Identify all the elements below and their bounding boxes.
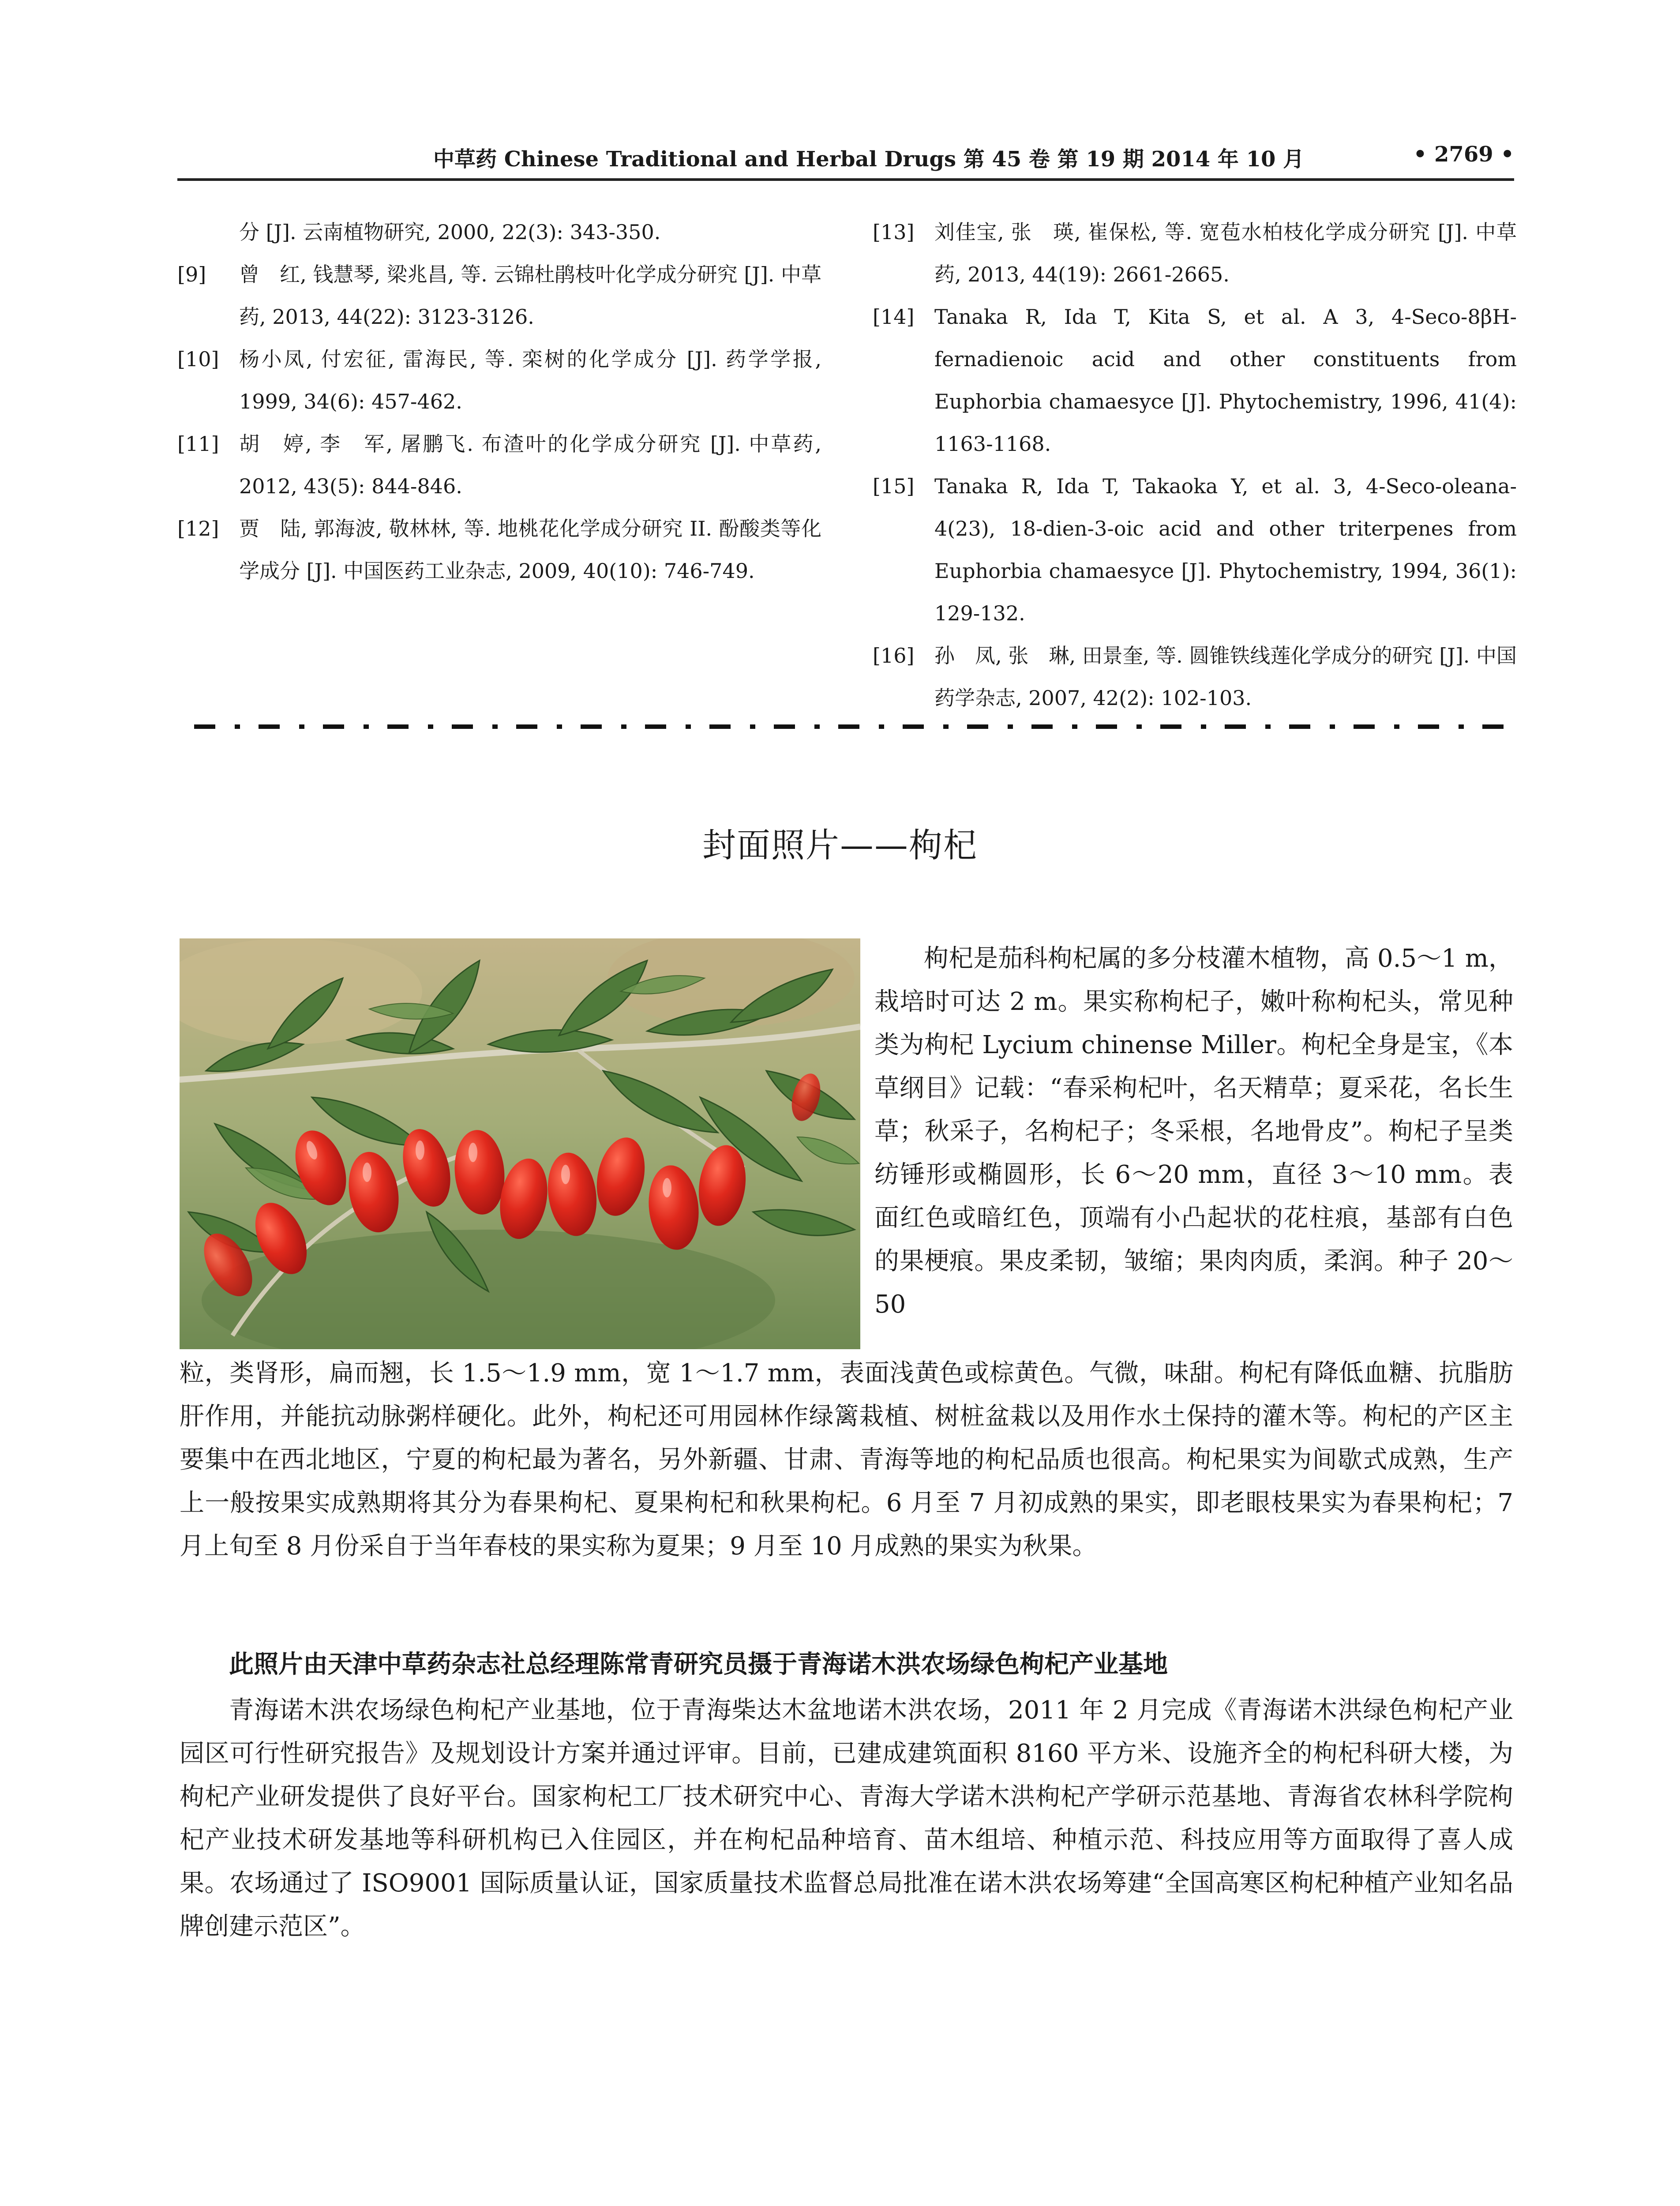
header-rule (177, 178, 1514, 181)
running-header (177, 142, 1514, 177)
reference-item (873, 211, 1517, 296)
reference-item (873, 634, 1517, 719)
cover-paragraph-intro: 枸杞是茄科枸杞属的多分枝灌木植物，高 0.5～1 m，栽培时可达 2 m。果实称枸杞子，嫩叶称枸杞头，常见种类为枸杞 Lycium chinense Miller。枸杞全身是宝，《本草纲目》记载：“春采枸杞叶，名天精草；夏采花，名长生草；秋采子，名枸杞子；冬采根，名地骨皮”。枸杞子呈类纺锤形或椭圆形，长 6～20 mm，直径 3～10 mm。表面红色或暗红色，顶端有小凸起状的花柱痕，基部有白色的果梗痕。果皮柔韧，皱缩；果肉肉质，柔润。种子 20～50 (874, 944, 1513, 1319)
references-right-column (873, 211, 1517, 719)
reference-number: [13] (873, 220, 915, 244)
journal-header: 中草药 Chinese Traditional and Herbal Drugs 第 45 卷 第 19 期 2014 年 10 月 (433, 147, 1305, 172)
cover-paragraph-continued: 粒，类肾形，扁而翘，长 1.5～1.9 mm，宽 1～1.7 mm，表面浅黄色或棕黄色。气微，味甜。枸杞有降低血糖、抗脂肪肝作用，并能抗动脉粥样硬化。此外，枸杞还可用园林作绿篱栽植、树桩盆栽以及用作水土保持的灌木等。枸杞的产区主要集中在西北地区，宁夏的枸杞最为著名，另外新疆、甘肃、青海等地的枸杞品质也很高。枸杞果实为间歇式成熟，生产上一般按果实成熟期将其分为春果枸杞、夏果枸杞和秋果枸杞。6 月至 7 月初成熟的果实，即老眼枝果实为春果枸杞；7 月上旬至 8 月份采自于当年春枝的果实称为夏果；9 月至 10 月成熟的果实为秋果。 (180, 1359, 1513, 1561)
photo-caption: 此照片由天津中草药杂志社总经理陈常青研究员摄于青海诺木洪农场绿色枸杞产业基地 (229, 1650, 1168, 1679)
reference-item (177, 211, 821, 253)
reference-item (177, 423, 821, 507)
reference-number: [9] (177, 263, 206, 286)
reference-text: 胡 婷, 李 军, 屠鹏飞. 布渣叶的化学成分研究 [J]. 中草药, 2012, 43(5): 844-846. (239, 432, 821, 498)
reference-number: [14] (873, 305, 915, 329)
page-number: • 2769 • (1413, 142, 1514, 167)
section-divider (194, 724, 1513, 729)
reference-number: [12] (177, 517, 219, 540)
reference-text: 刘佳宝, 张 瑛, 崔保松, 等. 宽苞水柏枝化学成分研究 [J]. 中草药, 2013, 44(19): 2661-2665. (934, 220, 1517, 286)
cover-title: 封面照片——枸杞 (702, 825, 978, 865)
reference-text: 分 [J]. 云南植物研究, 2000, 22(3): 343-350. (239, 220, 661, 244)
reference-item (177, 253, 821, 338)
goji-berry-photo (180, 938, 860, 1349)
reference-item (873, 465, 1517, 634)
references-left-column (177, 211, 821, 592)
reference-text: 孙 凤, 张 琳, 田景奎, 等. 圆锥铁线莲化学成分的研究 [J]. 中国药学杂志, 2007, 42(2): 102-103. (934, 644, 1517, 710)
reference-item (177, 338, 821, 423)
reference-number: [11] (177, 432, 219, 456)
reference-item (177, 507, 821, 592)
reference-number: [15] (873, 474, 915, 498)
reference-number: [16] (873, 644, 915, 668)
reference-item (873, 296, 1517, 465)
reference-number: [10] (177, 347, 219, 371)
reference-text: 杨小凤, 付宏征, 雷海民, 等. 栾树的化学成分 [J]. 药学学报, 1999, 34(6): 457-462. (239, 347, 821, 413)
reference-text: Tanaka R, Ida T, Kita S, et al. A 3, 4-Seco-8βH-fernadienoic acid and other constituents from Euphorbia chamaesyce [J]. Phytochemistry, 1996, 41(4): 1163-1168. (934, 305, 1517, 456)
reference-text: 曾 红, 钱慧琴, 梁兆昌, 等. 云锦杜鹃枝叶化学成分研究 [J]. 中草药, 2013, 44(22): 3123-3126. (239, 263, 821, 329)
reference-text: Tanaka R, Ida T, Takaoka Y, et al. 3, 4-Seco-oleana-4(23), 18-dien-3-oic acid and other triterpenes from Euphorbia chamaesyce [J]. Phytochemistry, 1994, 36(1): 129-132. (934, 474, 1517, 625)
cover-paragraph-base: 青海诺木洪农场绿色枸杞产业基地，位于青海柴达木盆地诺木洪农场，2011 年 2 月完成《青海诺木洪绿色枸杞产业园区可行性研究报告》及规划设计方案并通过评审。目前，已建成建筑面积 8160 平方米、设施齐全的枸杞科研大楼，为枸杞产业研发提供了良好平台。国家枸杞工厂技术研究中心、青海大学诺木洪枸杞产学研示范基地、青海省农林科学院枸杞产业技术研发基地等科研机构已入住园区，并在枸杞品种培育、苗木组培、种植示范、科技应用等方面取得了喜人成果。农场通过了 ISO9001 国际质量认证，国家质量技术监督总局批准在诺木洪农场筹建“全国高寒区枸杞种植产业知名品牌创建示范区”。 (180, 1696, 1513, 1941)
reference-text: 贾 陆, 郭海波, 敬林林, 等. 地桃花化学成分研究 II. 酚酸类等化学成分 [J]. 中国医药工业杂志, 2009, 40(10): 746-749. (239, 517, 821, 583)
